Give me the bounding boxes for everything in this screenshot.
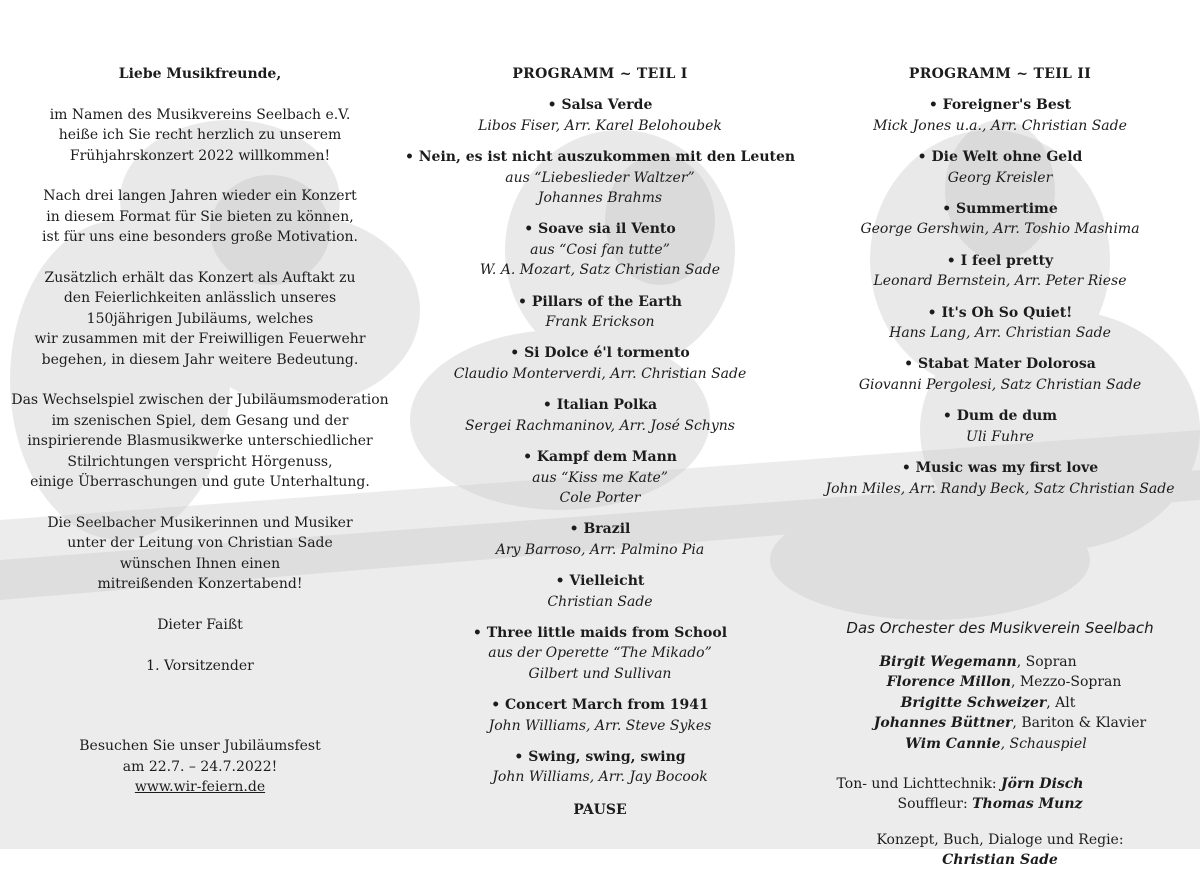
piece-credit: Christian Sade (547, 593, 653, 610)
cast-member (796, 734, 1196, 754)
piece-title: • Si Dolce é'l tormento (510, 345, 690, 362)
letter-line: Nach drei langen Jahren wieder ein Konzert (43, 188, 357, 205)
piece-title: • Foreigner's Best (928, 97, 1072, 114)
piece-credit: Johannes Brahms (537, 190, 663, 207)
piece-title: • Dum de dum (942, 408, 1058, 425)
program-item (400, 571, 800, 612)
program-item (800, 95, 1200, 136)
program-item (400, 292, 800, 333)
letter-line: mitreißenden Konzertabend! (97, 576, 303, 593)
program-item (400, 395, 800, 436)
crew-label: Ton- und Lichttechnik: (836, 776, 997, 792)
cast-name: Johannes Büttner (873, 715, 1013, 732)
program-item (400, 343, 800, 384)
piece-title: • Italian Polka (542, 397, 658, 414)
cast-role: , Bariton & Klavier (1012, 715, 1147, 732)
piece-credit: aus “Cosi fan tutte” (530, 241, 670, 258)
orchestra-title: Das Orchester des Musikverein Seelbach (846, 619, 1154, 637)
website-link[interactable]: www.wir-feiern.de (134, 779, 266, 796)
piece-credit: George Gershwin, Arr. Toshio Mashima (860, 221, 1140, 238)
cast-list (800, 652, 1200, 754)
program-item (400, 623, 800, 684)
program-item (800, 458, 1200, 499)
concept-credit (800, 830, 1200, 871)
piece-title: • Swing, swing, swing (514, 748, 686, 765)
letter-paragraph (0, 105, 400, 166)
letter-line: unter der Leitung von Christian Sade (67, 535, 333, 552)
program-part-1 (400, 64, 800, 820)
letter-line: heiße ich Sie recht herzlich zu unserem (58, 127, 342, 144)
cast-member (788, 693, 1188, 713)
crew-list (800, 774, 1200, 815)
piece-credit: John Williams, Arr. Steve Sykes (488, 717, 712, 734)
program-item (400, 447, 800, 508)
program-item (800, 354, 1200, 395)
cast-member (804, 672, 1200, 692)
piece-title: • Stabat Mater Dolorosa (904, 356, 1096, 373)
letter-line: Das Wechselspiel zwischen der Jubiläumsmoderation (11, 392, 389, 409)
piece-credit: Uli Fuhre (966, 428, 1034, 445)
cast-name: Wim Cannie (905, 735, 1001, 752)
cast-role: , Alt (1046, 694, 1076, 711)
program-part-2 (800, 64, 1200, 869)
program-item (400, 695, 800, 736)
greeting: Liebe Musikfreunde, (118, 66, 282, 82)
piece-title: • Three little maids from School (472, 624, 728, 641)
piece-credit: Giovanni Pergolesi, Satz Christian Sade (858, 376, 1142, 393)
cast-member (810, 713, 1200, 733)
letter-line: in diesem Format für Sie bieten zu können, (46, 208, 354, 225)
piece-credit: Frank Erickson (545, 314, 655, 331)
piece-title: • I feel pretty (946, 252, 1054, 269)
cast-name: Birgit Wegemann (879, 654, 1017, 670)
program-item (400, 147, 800, 208)
piece-credit: Hans Lang, Arr. Christian Sade (889, 325, 1111, 342)
piece-credit: Claudio Monterverdi, Arr. Christian Sade (453, 365, 747, 382)
piece-title: • Music was my first love (901, 460, 1099, 477)
letter-body (0, 105, 400, 595)
piece-title: • Summertime (942, 201, 1058, 218)
crew-name: Thomas Munz (972, 796, 1083, 813)
crew-member (790, 794, 1190, 814)
cast-member (778, 652, 1178, 672)
letter-line: Stilrichtungen verspricht Hörgenuss, (67, 453, 333, 470)
piece-credit: W. A. Mozart, Satz Christian Sade (479, 262, 721, 279)
piece-credit: Ary Barroso, Arr. Palmino Pia (495, 541, 705, 558)
piece-credit: aus “Liebeslieder Waltzer” (505, 169, 695, 186)
piece-credit: aus “Kiss me Kate” (532, 469, 668, 486)
festival-dates: am 22.7. – 24.7.2022! (122, 758, 278, 775)
piece-title: • Soave sia il Vento (524, 221, 676, 238)
piece-credit: Gilbert und Sullivan (528, 665, 672, 682)
piece-credit: Georg Kreisler (947, 169, 1053, 186)
cast-role: , Schauspiel (1000, 735, 1087, 752)
piece-credit: Sergei Rachmaninov, Arr. José Schyns (465, 417, 735, 434)
crew-member (760, 774, 1160, 794)
program-item (400, 747, 800, 788)
piece-credit: John Miles, Arr. Randy Beck, Satz Christian Sade (825, 480, 1175, 497)
letter-line: wir zusammen mit der Freiwilligen Feuerwehr (34, 331, 366, 348)
piece-credit: Cole Porter (559, 489, 641, 506)
letter-line: Zusätzlich erhält das Konzert als Auftakt zu (44, 270, 356, 287)
program-item (400, 519, 800, 560)
piece-title: • Concert March from 1941 (491, 697, 709, 714)
cast-role: , Sopran (1016, 654, 1077, 670)
pause-label: PAUSE (573, 801, 627, 818)
letter-line: im Namen des Musikvereins Seelbach e.V. (49, 106, 351, 123)
cast-name: Brigitte Schweizer (900, 694, 1047, 711)
piece-title: • Vielleicht (555, 573, 645, 590)
program-item (400, 219, 800, 280)
piece-title: • It's Oh So Quiet! (927, 304, 1073, 321)
letter-line: den Feierlichkeiten anlässlich unseres (63, 290, 337, 307)
letter-paragraph (0, 513, 400, 595)
welcome-letter (0, 64, 400, 798)
concept-label: Konzept, Buch, Dialoge und Regie: (876, 832, 1124, 848)
letter-line: ist für uns eine besonders große Motivation. (41, 229, 358, 246)
cast-role: , Mezzo-Sopran (1010, 674, 1122, 691)
piece-credit: Leonard Bernstein, Arr. Peter Riese (873, 273, 1127, 290)
piece-title: • Nein, es ist nicht auszukommen mit den Leuten (404, 149, 796, 166)
program-item (800, 199, 1200, 240)
signature-role: 1. Vorsitzender (146, 657, 254, 674)
letter-line: einige Überraschungen und gute Unterhaltung. (30, 474, 370, 491)
piece-credit: Mick Jones u.a., Arr. Christian Sade (873, 117, 1127, 134)
letter-line: Die Seelbacher Musikerinnen und Musiker (47, 514, 353, 531)
program-list-2 (800, 95, 1200, 499)
festival-notice (0, 736, 400, 797)
piece-title: • Die Welt ohne Geld (917, 149, 1083, 166)
letter-line: inspirierende Blasmusikwerke unterschiedlicher (27, 433, 373, 450)
crew-name: Jörn Disch (1001, 776, 1084, 792)
letter-line: 150jährigen Jubiläums, welches (86, 310, 314, 327)
program-title-2: PROGRAMM ~ TEIL II (908, 66, 1092, 82)
program-item (400, 95, 800, 136)
piece-credit: Libos Fiser, Arr. Karel Belohoubek (478, 117, 722, 134)
piece-title: • Brazil (569, 521, 631, 538)
signature-name: Dieter Faißt (157, 616, 243, 633)
letter-paragraph (0, 268, 400, 370)
piece-title: • Pillars of the Earth (518, 293, 682, 310)
letter-line: Frühjahrskonzert 2022 willkommen! (69, 147, 331, 164)
crew-label: Souffleur: (897, 796, 968, 813)
piece-title: • Salsa Verde (547, 97, 653, 114)
program-item (800, 147, 1200, 188)
letter-paragraph (0, 390, 400, 492)
piece-credit: aus der Operette “The Mikado” (488, 645, 712, 662)
piece-title: • Kampf dem Mann (523, 449, 677, 466)
program-item (800, 406, 1200, 447)
program-list-1 (400, 95, 800, 787)
cast-name: Florence Millon (886, 674, 1011, 691)
festival-line: Besuchen Sie unser Jubiläumsfest (79, 738, 321, 755)
letter-line: im szenischen Spiel, dem Gesang und der (51, 412, 349, 429)
program-item (800, 251, 1200, 292)
program-title-1: PROGRAMM ~ TEIL I (512, 66, 688, 82)
letter-line: wünschen Ihnen einen (119, 555, 281, 572)
concept-name: Christian Sade (942, 852, 1058, 869)
letter-paragraph (0, 186, 400, 247)
letter-line: begehen, in diesem Jahr weitere Bedeutung. (41, 351, 359, 368)
program-item (800, 303, 1200, 344)
piece-credit: John Williams, Arr. Jay Bocook (492, 769, 708, 786)
